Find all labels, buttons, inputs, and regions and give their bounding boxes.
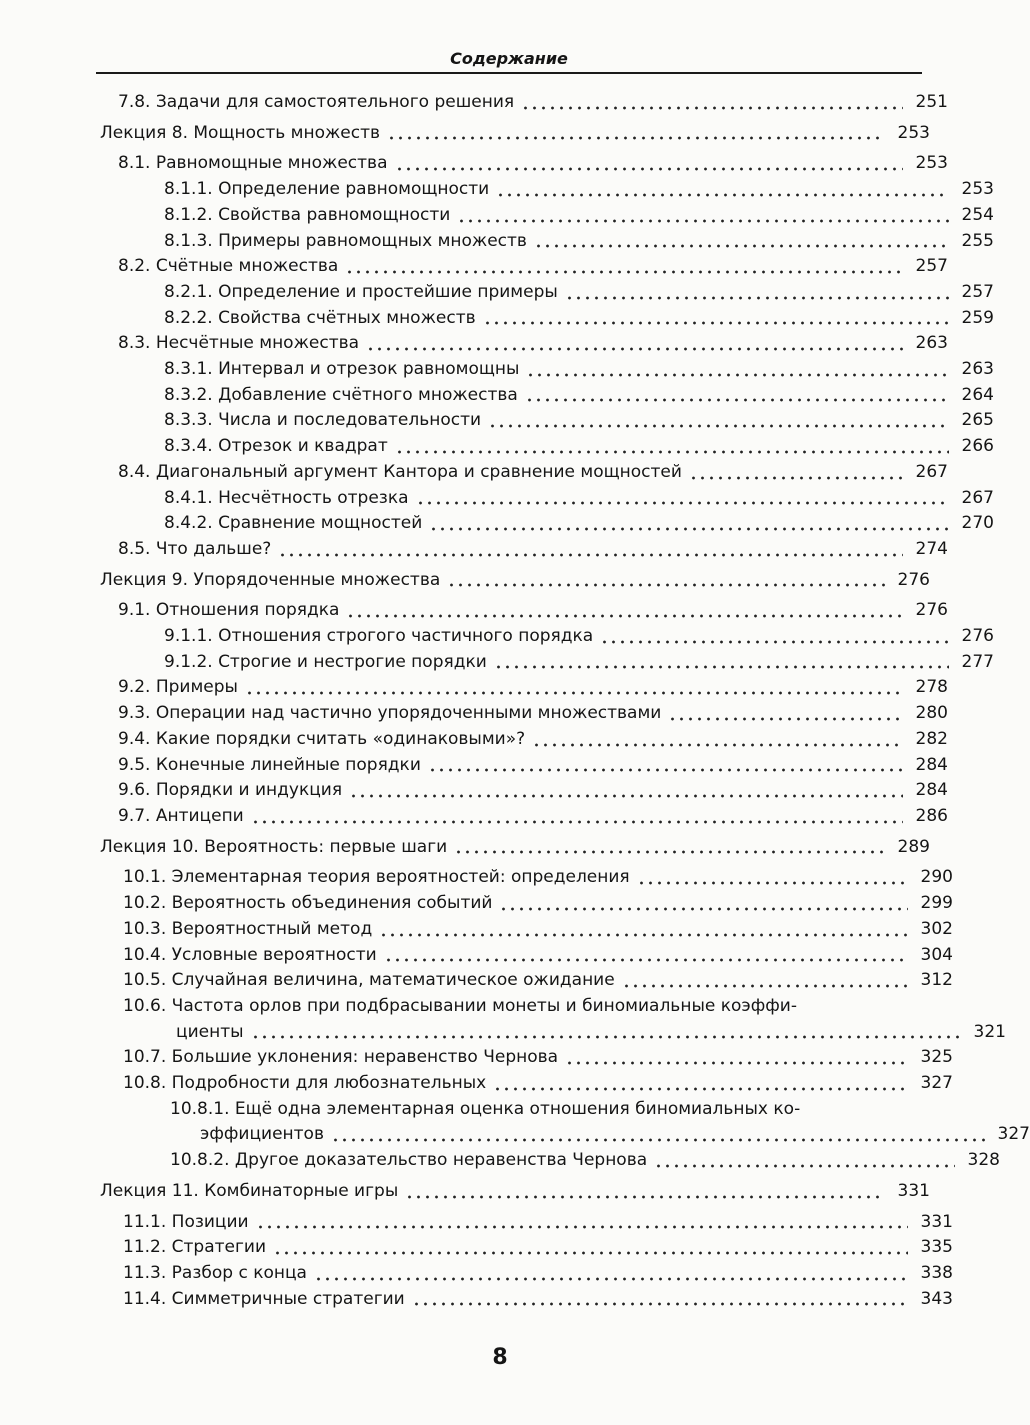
dot-leader bbox=[395, 167, 904, 171]
toc-lecture-entry bbox=[96, 835, 930, 861]
toc-lecture-entry bbox=[96, 568, 930, 594]
toc-entry-page: 263 bbox=[961, 359, 994, 380]
dot-leader bbox=[428, 768, 903, 772]
toc-entry-page: 253 bbox=[961, 179, 994, 200]
toc-entry-page: 290 bbox=[920, 867, 953, 888]
toc-entry-page: 304 bbox=[920, 944, 953, 965]
dot-leader bbox=[314, 1277, 908, 1281]
toc-entry bbox=[96, 891, 953, 917]
dot-leader bbox=[349, 794, 903, 798]
dot-leader bbox=[521, 106, 903, 110]
dot-leader bbox=[600, 640, 949, 644]
toc-entry bbox=[96, 968, 953, 994]
toc-entry-title: 8.2. Счётные множества bbox=[118, 256, 339, 277]
toc-entry bbox=[96, 177, 994, 203]
toc-entry-title: 8.2.2. Свойства счётных множеств bbox=[164, 307, 476, 328]
dot-leader bbox=[429, 527, 949, 531]
toc-entry bbox=[96, 675, 948, 701]
toc-entry-title: циенты bbox=[176, 1021, 244, 1042]
toc-entry-page: 331 bbox=[920, 1211, 953, 1232]
toc-entry-title: 8.4.2. Сравнение мощностей bbox=[164, 513, 423, 534]
toc-entry bbox=[96, 804, 948, 830]
dot-leader bbox=[668, 717, 903, 721]
toc-entry bbox=[96, 90, 948, 116]
toc-entry bbox=[96, 1045, 953, 1071]
toc-entry-title: 8.1.1. Определение равномощности bbox=[164, 179, 490, 200]
dot-leader bbox=[412, 1302, 908, 1306]
toc-entry bbox=[96, 460, 948, 486]
toc-entry-title: 9.1.1. Отношения строгого частичного порядка bbox=[164, 626, 594, 647]
toc-entry-page: 327 bbox=[920, 1073, 953, 1094]
toc-entry-title: 9.1. Отношения порядка bbox=[118, 600, 340, 621]
toc-entry bbox=[96, 434, 994, 460]
toc-entry-title: 8.1.3. Примеры равномощных множеств bbox=[164, 230, 527, 251]
toc-entry-page: 267 bbox=[961, 487, 994, 508]
toc-entry-title: 9.4. Какие порядки считать «одинаковыми»? bbox=[118, 728, 526, 749]
toc-entry bbox=[96, 650, 994, 676]
toc-entry bbox=[96, 151, 948, 177]
toc-entry bbox=[96, 778, 948, 804]
dot-leader bbox=[525, 398, 949, 402]
toc-entry-title: 8.1. Равномощные множества bbox=[118, 153, 388, 174]
toc-entry-title: 8.1.2. Свойства равномощности bbox=[164, 204, 451, 225]
toc-entry bbox=[96, 306, 994, 332]
toc-entry-title: эффициентов bbox=[200, 1124, 324, 1145]
dot-leader bbox=[273, 1251, 908, 1255]
toc-entry bbox=[96, 280, 994, 306]
toc-entry-page: 257 bbox=[961, 281, 994, 302]
toc-entry-title: 10.2. Вероятность объединения событий bbox=[123, 893, 493, 914]
dot-leader bbox=[346, 614, 903, 618]
toc-entry-page: 276 bbox=[897, 569, 930, 590]
dot-leader bbox=[447, 583, 885, 587]
toc-entry-title: Лекция 9. Упорядоченные множества bbox=[100, 569, 441, 590]
dot-leader bbox=[379, 933, 908, 937]
toc-entry-page: 280 bbox=[915, 703, 948, 724]
toc-entry-title: 10.6. Частота орлов при подбрасывании монеты и биномиальные коэффи- bbox=[123, 995, 797, 1016]
toc-entry-page: 312 bbox=[920, 970, 953, 991]
toc-entry-page: 259 bbox=[961, 307, 994, 328]
dot-leader bbox=[416, 501, 949, 505]
dot-leader bbox=[405, 1195, 885, 1199]
toc-entry-title: 8.3.3. Числа и последовательности bbox=[164, 410, 482, 431]
toc-entry-title: Лекция 11. Комбинаторные игры bbox=[100, 1180, 399, 1201]
toc-entry bbox=[96, 254, 948, 280]
toc-entry-page: 338 bbox=[920, 1262, 953, 1283]
toc-entry-page: 251 bbox=[915, 92, 948, 112]
toc-entry-page: 327 bbox=[997, 1124, 1030, 1145]
toc-entry-page: 335 bbox=[920, 1237, 953, 1258]
toc-lecture-entry bbox=[96, 121, 930, 147]
toc-entry-title: Лекция 10. Вероятность: первые шаги bbox=[100, 836, 448, 857]
dot-leader bbox=[622, 984, 908, 988]
toc-entry-page: 255 bbox=[961, 230, 994, 251]
toc-entry bbox=[96, 357, 994, 383]
toc-entry-page: 265 bbox=[961, 410, 994, 431]
dot-leader bbox=[384, 958, 908, 962]
toc-entry bbox=[96, 1287, 953, 1313]
toc-entry bbox=[96, 701, 948, 727]
toc-entry bbox=[96, 1210, 953, 1236]
toc-entry bbox=[96, 1261, 953, 1287]
toc-entry-page: 284 bbox=[915, 780, 948, 801]
dot-leader bbox=[488, 424, 949, 428]
toc-entry-page: 321 bbox=[973, 1021, 1006, 1042]
toc-entry-page: 278 bbox=[915, 677, 948, 698]
toc-entry-page: 270 bbox=[961, 513, 994, 534]
toc-entry-page: 274 bbox=[915, 538, 948, 559]
toc-entry-title: 11.4. Симметричные стратегии bbox=[123, 1288, 405, 1309]
dot-leader bbox=[654, 1164, 955, 1168]
toc-entry-title: 11.1. Позиции bbox=[123, 1211, 249, 1232]
toc-entry-page: 282 bbox=[915, 728, 948, 749]
toc-entry-title: Лекция 8. Мощность множеств bbox=[100, 122, 381, 143]
toc-entry bbox=[96, 408, 994, 434]
toc-entry bbox=[96, 1071, 953, 1097]
toc-entry-title: 10.8.1. Ещё одна элементарная оценка отношения биномиальных ко- bbox=[170, 1098, 801, 1119]
toc-entry-page: 276 bbox=[961, 626, 994, 647]
toc-entry-title: 10.5. Случайная величина, математическое ожидание bbox=[123, 970, 615, 991]
toc-entry bbox=[96, 624, 994, 650]
toc-entry-page: 299 bbox=[920, 893, 953, 914]
dot-leader bbox=[251, 1035, 961, 1039]
dot-leader bbox=[454, 850, 885, 854]
toc-entry-title: 8.3.2. Добавление счётного множества bbox=[164, 384, 518, 405]
dot-leader bbox=[526, 373, 949, 377]
toc-entry-title: 8.5. Что дальше? bbox=[118, 538, 272, 559]
toc-entry-title: 9.6. Порядки и индукция bbox=[118, 780, 343, 801]
toc-entry bbox=[96, 203, 994, 229]
dot-leader bbox=[689, 476, 903, 480]
toc-entry-page: 325 bbox=[920, 1047, 953, 1068]
toc-entry-page: 266 bbox=[961, 436, 994, 457]
toc-entry-page: 253 bbox=[915, 153, 948, 174]
toc-entry bbox=[96, 1097, 1000, 1123]
toc-entry-title: 8.4.1. Несчётность отрезка bbox=[164, 487, 409, 508]
toc-entry bbox=[96, 753, 948, 779]
toc-entry-title: 9.2. Примеры bbox=[118, 677, 238, 698]
toc-entry bbox=[96, 229, 994, 255]
toc-entry-page: 302 bbox=[920, 918, 953, 939]
running-header: Содержание bbox=[96, 48, 922, 74]
toc-entry-title: 10.7. Большие уклонения: неравенство Чернова bbox=[123, 1047, 559, 1068]
dot-leader bbox=[483, 321, 949, 325]
toc-entry bbox=[96, 537, 948, 563]
toc-entry-title: 7.8. Задачи для самостоятельного решения bbox=[118, 92, 515, 112]
table-of-contents bbox=[96, 90, 1030, 1312]
toc-entry bbox=[96, 598, 948, 624]
toc-entry bbox=[96, 1020, 1006, 1046]
toc-entry-page: 331 bbox=[897, 1180, 930, 1201]
toc-entry bbox=[96, 511, 994, 537]
toc-entry-page: 263 bbox=[915, 333, 948, 354]
dot-leader bbox=[493, 1087, 908, 1091]
dot-leader bbox=[256, 1225, 908, 1229]
toc-lecture-entry bbox=[96, 1179, 930, 1205]
dot-leader bbox=[494, 665, 949, 669]
toc-entry-page: 328 bbox=[967, 1150, 1000, 1171]
dot-leader bbox=[245, 691, 903, 695]
toc-entry bbox=[96, 486, 994, 512]
toc-entry bbox=[96, 727, 948, 753]
toc-entry-title: 8.4. Диагональный аргумент Кантора и сравнение мощностей bbox=[118, 461, 682, 482]
toc-entry-title: 9.3. Операции над частично упорядоченными множествами bbox=[118, 703, 662, 724]
toc-entry-title: 8.3.4. Отрезок и квадрат bbox=[164, 436, 388, 457]
toc-entry-page: 267 bbox=[915, 461, 948, 482]
toc-entry-title: 9.1.2. Строгие и нестрогие порядки bbox=[164, 651, 487, 672]
toc-entry bbox=[96, 1148, 1000, 1174]
toc-entry-title: 10.8.2. Другое доказательство неравенства Чернова bbox=[170, 1150, 648, 1171]
toc-entry bbox=[96, 1122, 1030, 1148]
toc-entry-page: 276 bbox=[915, 600, 948, 621]
dot-leader bbox=[387, 136, 885, 140]
dot-leader bbox=[395, 450, 949, 454]
dot-leader bbox=[366, 347, 903, 351]
dot-leader bbox=[496, 193, 949, 197]
dot-leader bbox=[345, 270, 903, 274]
toc-entry-title: 10.4. Условные вероятности bbox=[123, 944, 377, 965]
toc-entry-title: 10.3. Вероятностный метод bbox=[123, 918, 373, 939]
toc-entry-page: 257 bbox=[915, 256, 948, 277]
page-number: 8 bbox=[492, 1345, 508, 1370]
toc-entry bbox=[96, 943, 953, 969]
dot-leader bbox=[532, 743, 903, 747]
dot-leader bbox=[499, 907, 908, 911]
toc-entry-page: 286 bbox=[915, 805, 948, 826]
dot-leader bbox=[534, 244, 949, 248]
toc-entry bbox=[96, 865, 953, 891]
toc-entry-page: 343 bbox=[920, 1288, 953, 1309]
toc-entry-title: 11.3. Разбор с конца bbox=[123, 1262, 307, 1283]
toc-entry-page: 277 bbox=[961, 651, 994, 672]
toc-entry-title: 9.5. Конечные линейные порядки bbox=[118, 754, 421, 775]
dot-leader bbox=[637, 881, 908, 885]
toc-entry bbox=[96, 1235, 953, 1261]
toc-entry-title: 8.2.1. Определение и простейшие примеры bbox=[164, 281, 558, 302]
toc-entry-title: 10.1. Элементарная теория вероятностей: определения bbox=[123, 867, 630, 888]
toc-entry bbox=[96, 331, 948, 357]
toc-entry bbox=[96, 917, 953, 943]
toc-entry bbox=[96, 994, 953, 1020]
toc-entry bbox=[96, 383, 994, 409]
toc-entry-title: 10.8. Подробности для любознательных bbox=[123, 1073, 487, 1094]
toc-entry-page: 253 bbox=[897, 122, 930, 143]
dot-leader bbox=[278, 553, 903, 557]
toc-entry-page: 284 bbox=[915, 754, 948, 775]
toc-entry-title: 8.3.1. Интервал и отрезок равномощны bbox=[164, 359, 520, 380]
dot-leader bbox=[565, 1061, 908, 1065]
toc-entry-page: 289 bbox=[897, 836, 930, 857]
dot-leader bbox=[457, 219, 949, 223]
toc-entry-title: 11.2. Стратегии bbox=[123, 1237, 267, 1258]
toc-entry-title: 8.3. Несчётные множества bbox=[118, 333, 360, 354]
dot-leader bbox=[331, 1138, 985, 1142]
toc-entry-page: 264 bbox=[961, 384, 994, 405]
dot-leader bbox=[251, 820, 903, 824]
toc-entry-title: 9.7. Антицепи bbox=[118, 805, 244, 826]
dot-leader bbox=[565, 296, 949, 300]
toc-entry-page: 254 bbox=[961, 204, 994, 225]
